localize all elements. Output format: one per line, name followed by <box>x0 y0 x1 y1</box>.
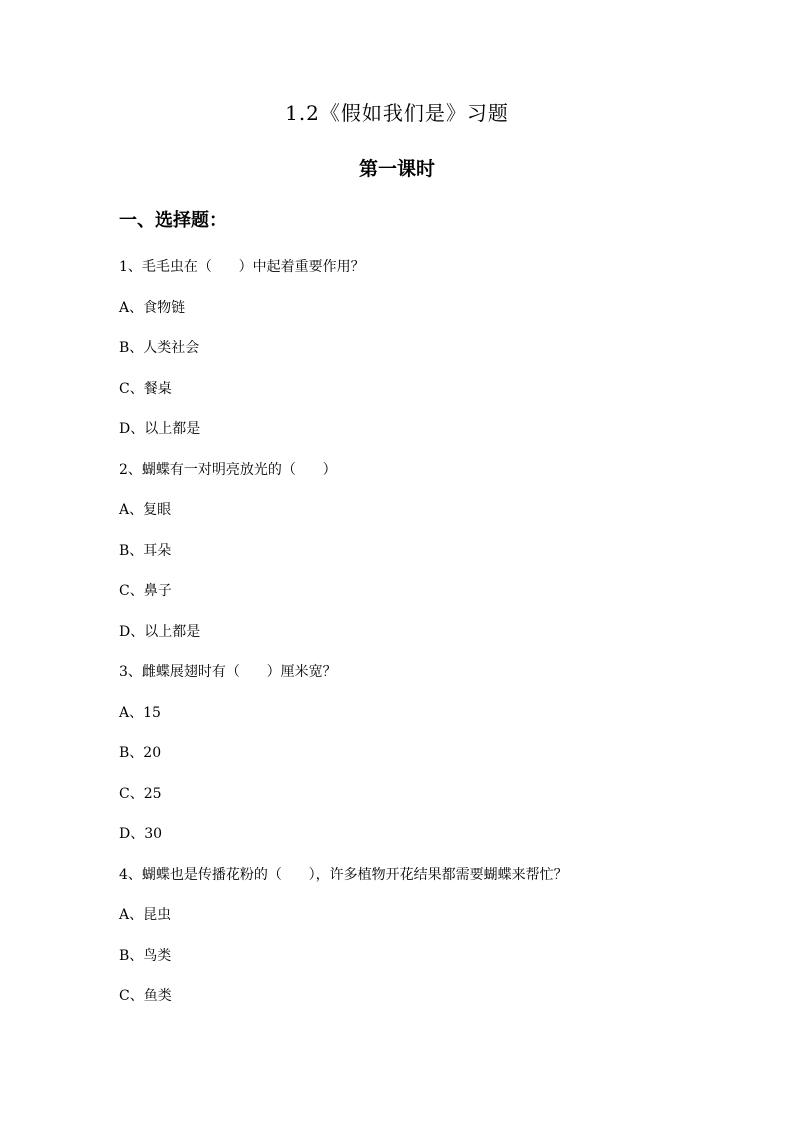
question-3-option-a: A、15 <box>119 705 161 721</box>
question-2-option-d: D、以上都是 <box>119 624 201 640</box>
question-2-option-a: A、复眼 <box>119 502 172 518</box>
question-1-stem: 1、毛毛虫在（ ）中起着重要作用？ <box>119 259 365 275</box>
question-1-option-a: A、食物链 <box>119 300 186 316</box>
question-4-option-c: C、鱼类 <box>119 988 172 1004</box>
question-1-option-b: B、人类社会 <box>119 340 200 356</box>
question-3-option-b: B、20 <box>119 745 162 761</box>
question-4-stem: 4、蝴蝶也是传播花粉的（ ），许多植物开花结果都需要蝴蝶来帮忙？ <box>119 867 568 883</box>
question-3-stem: 3、雌蝶展翅时有（ ）厘米宽？ <box>119 664 337 680</box>
question-2-option-c: C、鼻子 <box>119 583 172 599</box>
question-4-option-b: B、鸟类 <box>119 948 172 964</box>
question-2-option-b: B、耳朵 <box>119 543 172 559</box>
question-3-option-c: C、25 <box>119 786 162 802</box>
question-3-option-d: D、30 <box>119 826 163 842</box>
section-heading: 一、选择题： <box>119 210 227 231</box>
question-4-option-a: A、昆虫 <box>119 907 172 923</box>
document-title: 1.2《假如我们是》习题 <box>285 101 509 125</box>
question-1-option-d: D、以上都是 <box>119 421 201 437</box>
question-1-option-c: C、餐桌 <box>119 381 172 397</box>
document-subtitle: 第一课时 <box>358 158 435 180</box>
question-2-stem: 2、蝴蝶有一对明亮放光的（ ） <box>119 462 337 478</box>
